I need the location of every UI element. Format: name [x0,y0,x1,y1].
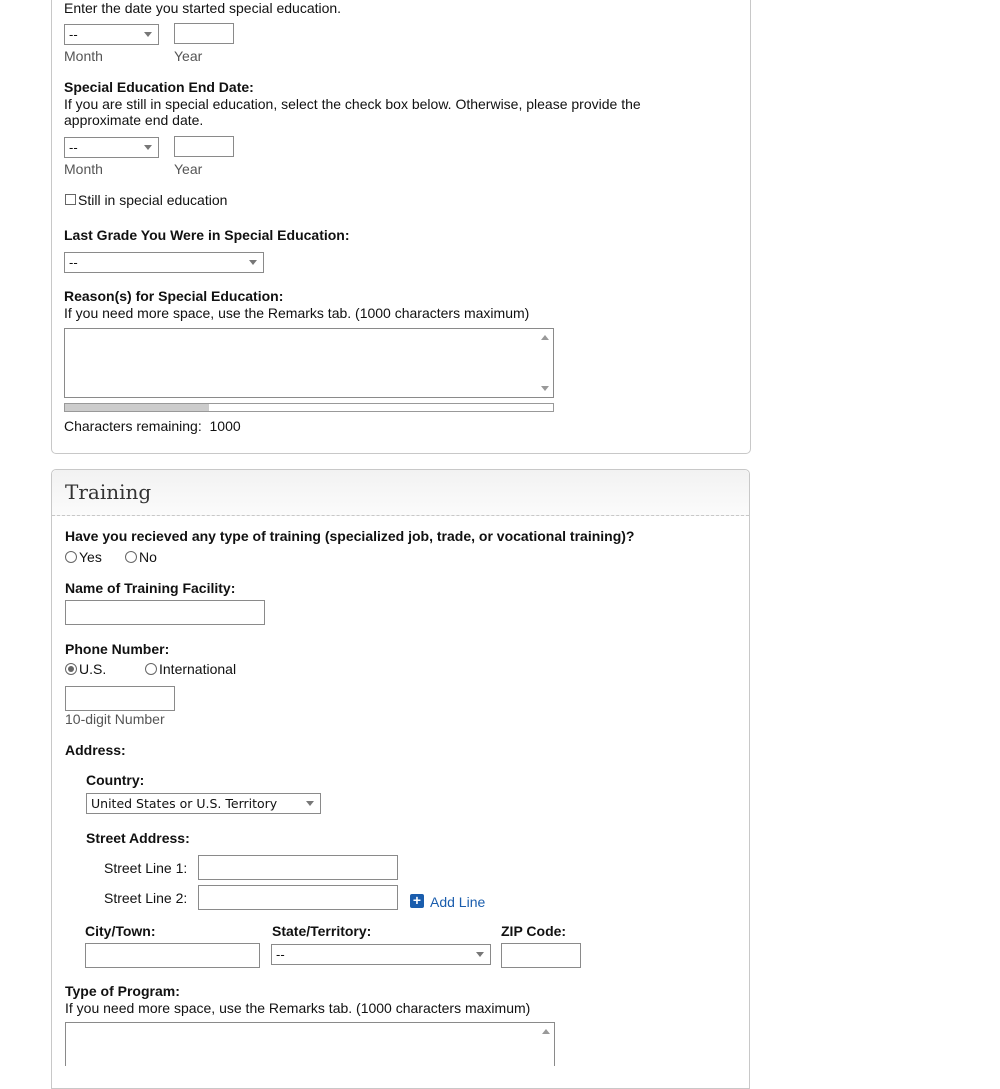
training-no-label: No [139,549,157,565]
reason-scrollbar[interactable] [536,329,553,397]
still-in-special-ed-checkbox[interactable] [65,194,76,205]
scroll-up-icon[interactable] [542,1029,550,1034]
phone-hint: 10-digit Number [65,711,165,727]
chars-remaining [64,418,241,434]
reason-heading: Reason(s) for Special Education: [64,288,284,304]
reason-char-progress [64,403,554,412]
training-no-radio[interactable] [125,551,137,563]
last-grade-heading: Last Grade You Were in Special Education: [64,227,350,243]
start-date-instructions: Enter the date you started special education. [64,0,342,16]
program-instructions: If you need more space, use the Remarks tab. (1000 characters maximum) [65,1000,531,1016]
state-value: -- [276,947,285,962]
phone-international-radio[interactable] [145,663,157,675]
phone-us-radio[interactable] [65,663,77,675]
phone-heading: Phone Number: [65,641,170,657]
still-in-special-ed-label: Still in special education [78,192,228,208]
street-line-2-input[interactable] [198,885,398,910]
last-grade-value: -- [69,255,78,270]
last-grade-select[interactable] [64,252,264,273]
chevron-down-icon [144,32,152,37]
training-panel-header [52,470,749,516]
country-select[interactable] [86,793,321,814]
chevron-down-icon [249,260,257,265]
start-year-input[interactable] [174,23,234,44]
city-input[interactable] [85,943,260,968]
end-month-label: Month [64,161,103,177]
training-yes-radio[interactable] [65,551,77,563]
state-select[interactable] [271,944,491,965]
program-scrollbar[interactable] [537,1023,554,1066]
start-month-label: Month [64,48,103,64]
end-month-select[interactable] [64,137,159,158]
training-question: Have you recieved any type of training (specialized job, trade, or vocational training)? [65,528,635,544]
start-year-label: Year [174,48,203,64]
add-line-link[interactable]: Add Line [430,894,486,910]
facility-heading: Name of Training Facility: [65,580,236,596]
plus-square-icon[interactable]: + [410,894,424,908]
street-line-2-label: Street Line 2: [104,890,188,906]
end-date-instructions-2: approximate end date. [64,112,204,128]
training-yes-label: Yes [79,549,102,565]
state-heading: State/Territory: [272,923,372,939]
reason-char-progress-fill [65,404,209,411]
phone-number-input[interactable] [65,686,175,711]
street-line-1-label: Street Line 1: [104,860,188,876]
street-heading: Street Address: [86,830,190,846]
city-heading: City/Town: [85,923,156,939]
end-year-input[interactable] [174,136,234,157]
reason-instructions: If you need more space, use the Remarks tab. (1000 characters maximum) [64,305,530,321]
zip-input[interactable] [501,943,581,968]
chars-remaining-value: 1000 [209,418,241,434]
country-value: United States or U.S. Territory [91,796,278,811]
reason-textarea[interactable] [64,328,554,398]
program-heading: Type of Program: [65,983,180,999]
country-heading: Country: [86,772,145,788]
scroll-up-icon[interactable] [541,335,549,340]
end-year-label: Year [174,161,203,177]
program-textarea[interactable] [65,1022,555,1066]
chars-remaining-label: Characters remaining: [64,418,202,434]
start-month-select[interactable] [64,24,159,45]
end-date-instructions-1: If you are still in special education, select the check box below. Otherwise, please provide the [64,96,641,112]
zip-heading: ZIP Code: [501,923,567,939]
end-month-value: -- [69,140,78,155]
address-heading: Address: [65,742,126,758]
phone-us-label: U.S. [79,661,107,677]
scroll-down-icon[interactable] [541,386,549,391]
chevron-down-icon [144,145,152,150]
end-date-heading: Special Education End Date: [64,79,254,95]
chevron-down-icon [476,952,484,957]
facility-name-input[interactable] [65,600,265,625]
start-month-value: -- [69,27,78,42]
training-title: Training [65,480,152,504]
phone-international-label: International [159,661,237,677]
chevron-down-icon [306,801,314,806]
street-line-1-input[interactable] [198,855,398,880]
